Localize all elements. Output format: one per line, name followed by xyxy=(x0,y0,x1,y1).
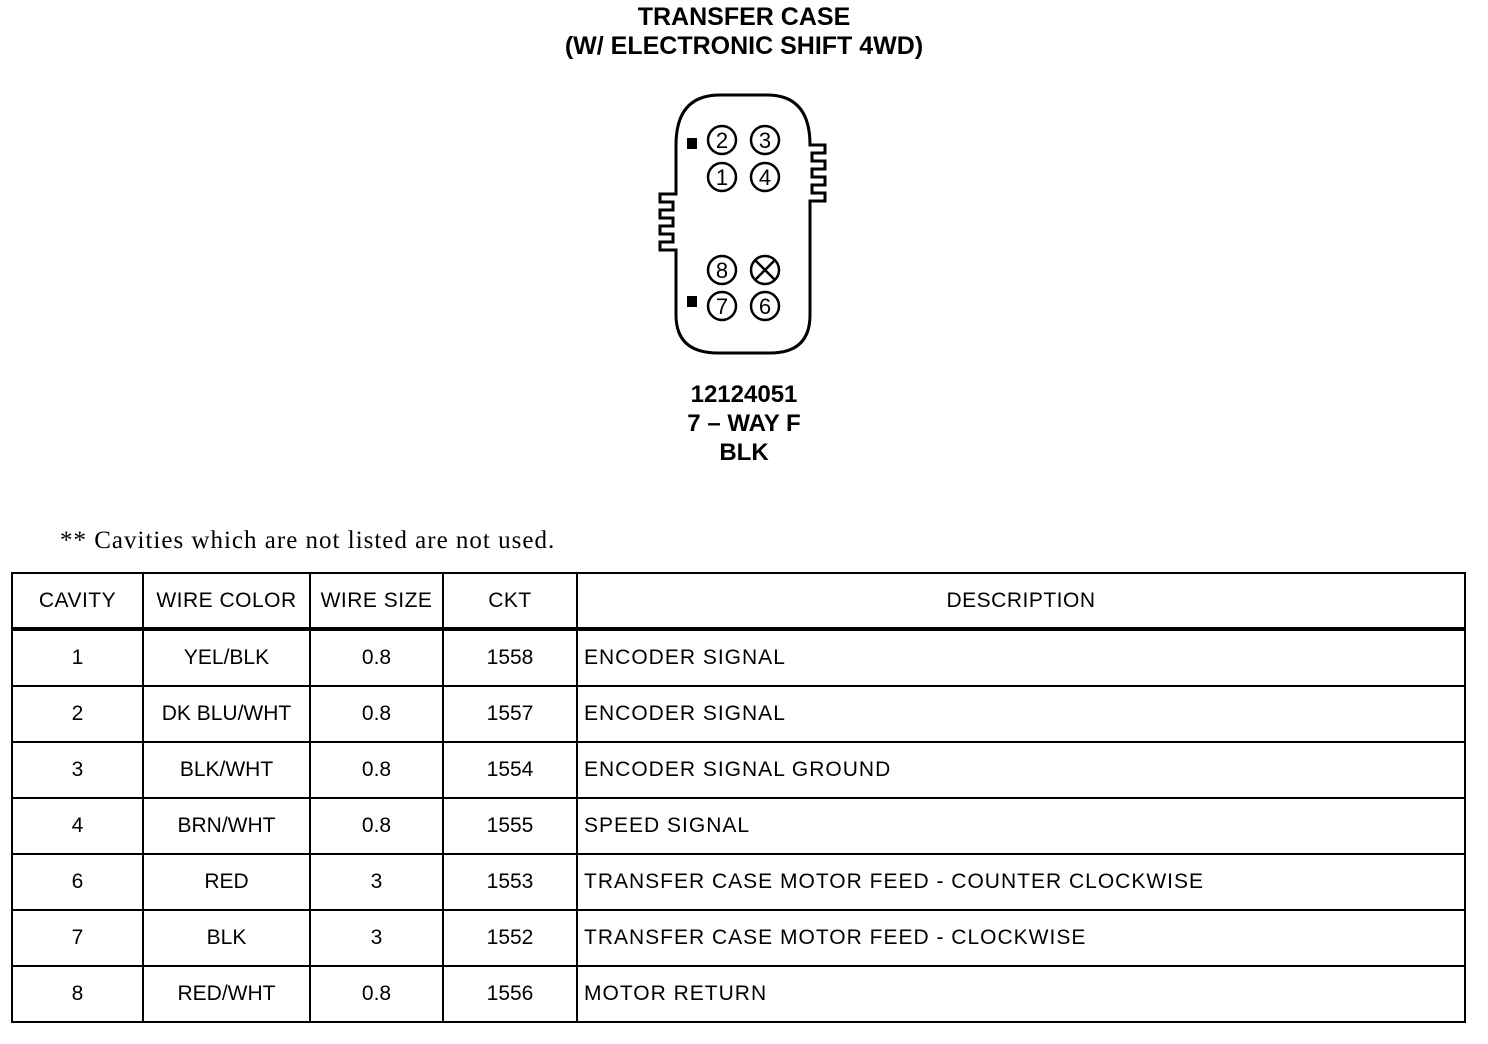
table-row xyxy=(12,798,1465,854)
cell-wire-color: YEL/BLK xyxy=(143,629,310,686)
cavity-4 xyxy=(751,163,779,191)
cavity-1 xyxy=(708,163,736,191)
unused-cavities-note: ** Cavities which are not listed are not used. xyxy=(60,527,556,554)
cell-ckt: 1558 xyxy=(443,629,577,686)
cavity-label-8: 8 xyxy=(715,258,729,283)
cavity-6 xyxy=(751,292,779,320)
table-row xyxy=(12,966,1465,1022)
table-row xyxy=(12,686,1465,742)
cell-cavity: 2 xyxy=(12,686,143,742)
table-row xyxy=(12,854,1465,910)
cavity-label-2: 2 xyxy=(715,128,729,153)
cell-wire-color: RED/WHT xyxy=(143,966,310,1022)
cell-wire-size: 0.8 xyxy=(310,686,443,742)
cell-wire-color: DK BLU/WHT xyxy=(143,686,310,742)
diagram-title: TRANSFER CASE xyxy=(637,3,851,31)
connector-type: 7 – WAY F xyxy=(687,410,801,437)
cavity-2 xyxy=(708,126,736,154)
header-description: DESCRIPTION xyxy=(577,573,1465,629)
connector-part-number: 12124051 xyxy=(690,381,798,408)
table-row xyxy=(12,910,1465,966)
cell-wire-size: 0.8 xyxy=(310,798,443,854)
cell-ckt: 1557 xyxy=(443,686,577,742)
cell-wire-size: 0.8 xyxy=(310,966,443,1022)
cavity-label-3: 3 xyxy=(758,128,772,153)
cell-wire-size: 0.8 xyxy=(310,742,443,798)
header-cavity: CAVITY xyxy=(12,573,143,629)
cell-ckt: 1556 xyxy=(443,966,577,1022)
cell-ckt: 1552 xyxy=(443,910,577,966)
cavity-7 xyxy=(708,292,736,320)
cell-wire-size: 3 xyxy=(310,854,443,910)
cell-wire-color: BRN/WHT xyxy=(143,798,310,854)
header-wire-size: WIRE SIZE xyxy=(310,573,443,629)
cell-cavity: 3 xyxy=(12,742,143,798)
cavity-marker-top xyxy=(687,138,697,149)
cell-description: SPEED SIGNAL xyxy=(577,798,1465,854)
cell-cavity: 8 xyxy=(12,966,143,1022)
cell-ckt: 1553 xyxy=(443,854,577,910)
cell-wire-color: BLK xyxy=(143,910,310,966)
table-header-row xyxy=(12,573,1465,629)
connector-color: BLK xyxy=(719,439,769,466)
cavity-label-7: 7 xyxy=(715,294,729,319)
cell-wire-size: 3 xyxy=(310,910,443,966)
connector-outline xyxy=(660,95,825,353)
cavity-unused xyxy=(751,256,779,284)
cell-wire-color: RED xyxy=(143,854,310,910)
cell-cavity: 1 xyxy=(12,629,143,686)
header-wire-color: WIRE COLOR xyxy=(143,573,310,629)
cell-cavity: 4 xyxy=(12,798,143,854)
cavity-marker-bottom xyxy=(687,296,697,307)
cell-description: MOTOR RETURN xyxy=(577,966,1465,1022)
cell-description: ENCODER SIGNAL xyxy=(577,629,1465,686)
cell-description: TRANSFER CASE MOTOR FEED - CLOCKWISE xyxy=(577,910,1465,966)
cell-cavity: 7 xyxy=(12,910,143,966)
diagram-subtitle: (W/ ELECTRONIC SHIFT 4WD) xyxy=(564,32,924,60)
table-row xyxy=(12,742,1465,798)
header-ckt: CKT xyxy=(443,573,577,629)
cavity-3 xyxy=(751,126,779,154)
pinout-table xyxy=(11,572,1466,1023)
cell-wire-size: 0.8 xyxy=(310,629,443,686)
cell-wire-color: BLK/WHT xyxy=(143,742,310,798)
cavity-label-4: 4 xyxy=(758,165,772,190)
cavity-label-1: 1 xyxy=(715,165,729,190)
table-row xyxy=(12,629,1465,686)
cavity-label-6: 6 xyxy=(758,294,772,319)
cavity-8 xyxy=(708,256,736,284)
cell-description: ENCODER SIGNAL xyxy=(577,686,1465,742)
cell-description: ENCODER SIGNAL GROUND xyxy=(577,742,1465,798)
cell-description: TRANSFER CASE MOTOR FEED - COUNTER CLOCKWISE xyxy=(577,854,1465,910)
cell-ckt: 1555 xyxy=(443,798,577,854)
cell-ckt: 1554 xyxy=(443,742,577,798)
connector-face-diagram xyxy=(640,85,840,365)
cell-cavity: 6 xyxy=(12,854,143,910)
